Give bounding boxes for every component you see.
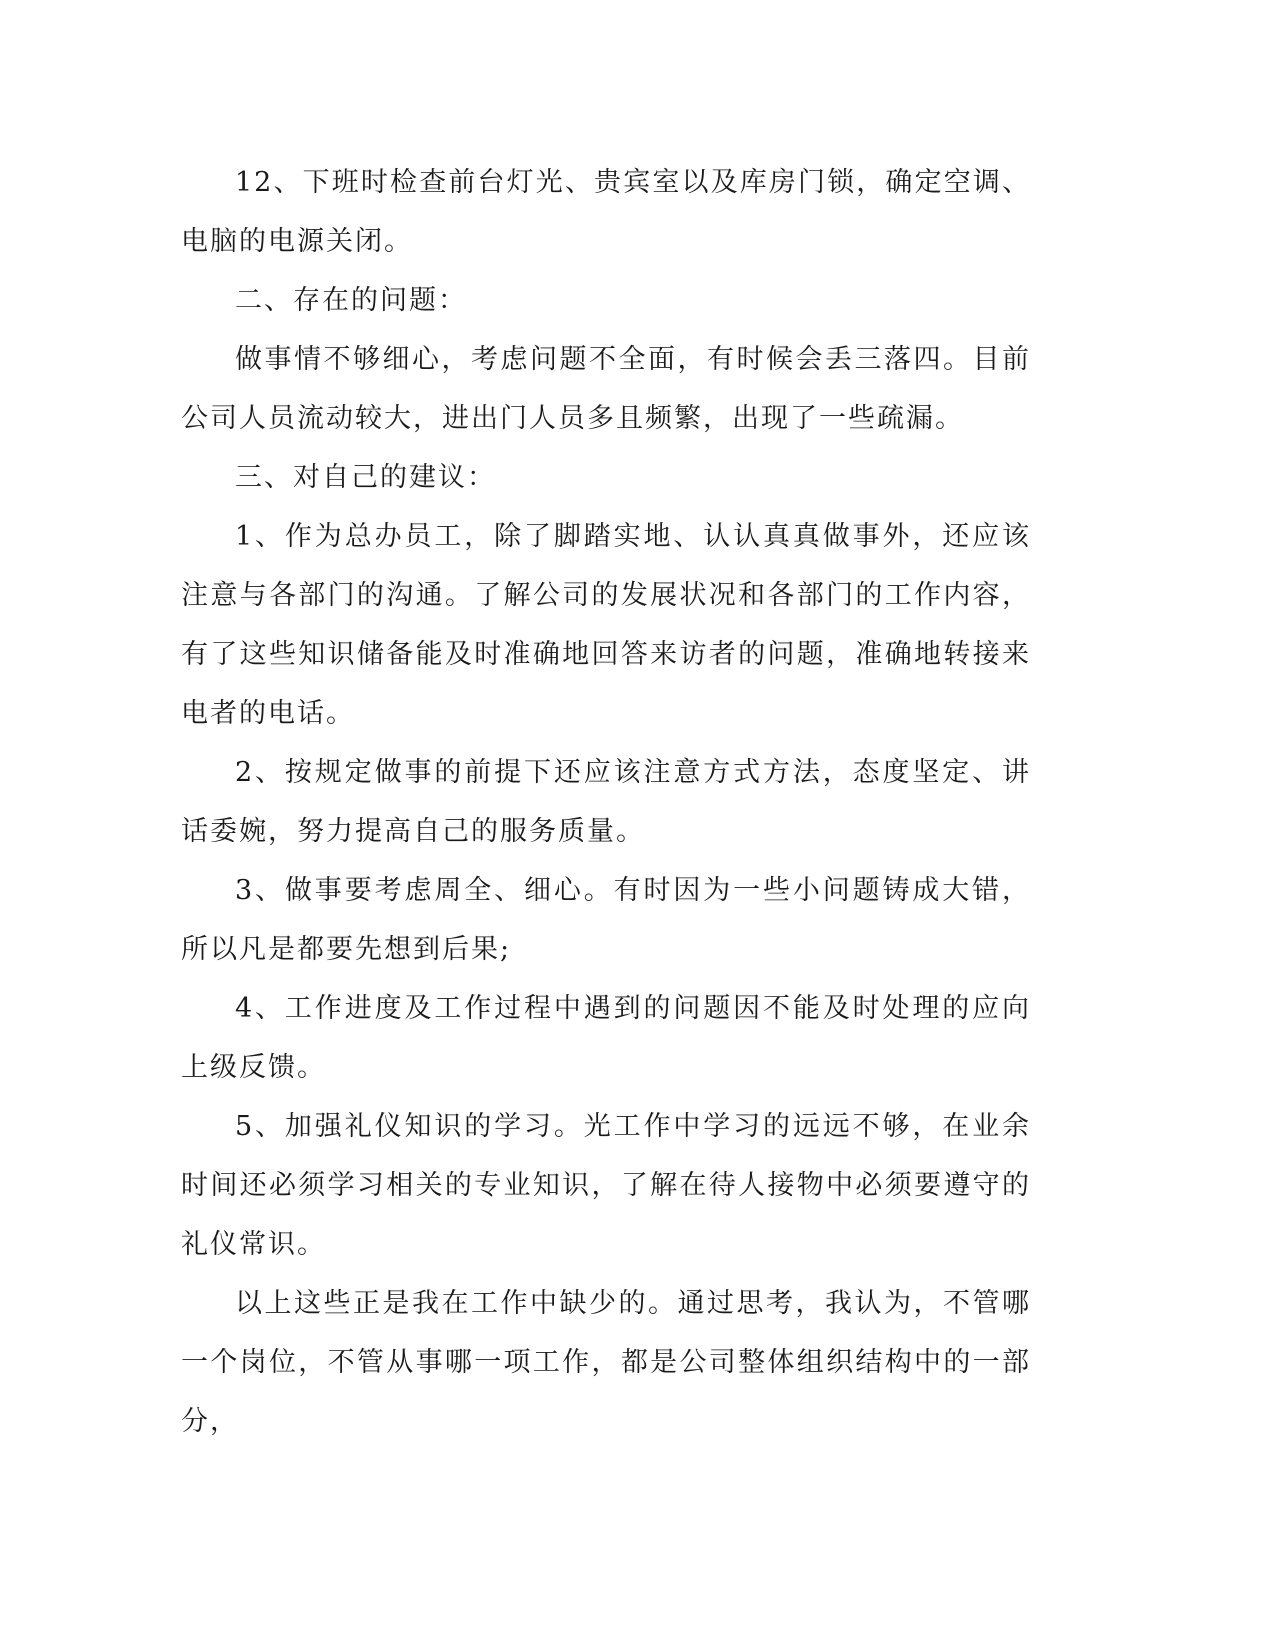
paragraph-conclusion: 以上这些正是我在工作中缺少的。通过思考，我认为，不管哪一个岗位，不管从事哪一项工作，都是公司整体组织结构中的一部分， [181, 1288, 1031, 1437]
section-heading-self-suggestions: 三、对自己的建议： [235, 462, 496, 493]
paragraph-suggestion-1: 1、作为总办员工，除了脚踏实地、认认真真做事外，还应该注意与各部门的沟通。了解公司的发展状况和各部门的工作内容，有了这些知识储备能及时准确地回答来访者的问题，准确地转接来电者的电话。 [181, 521, 1031, 729]
paragraph-suggestion-4: 4、工作进度及工作过程中遇到的问题因不能及时处理的应向上级反馈。 [181, 993, 1031, 1083]
section-heading-existing-problems: 二、存在的问题： [235, 285, 467, 316]
paragraph-suggestion-2: 2、按规定做事的前提下还应该注意方式方法，态度坚定、讲话委婉，努力提高自己的服务质量。 [181, 757, 1031, 847]
paragraph-problems-description: 做事情不够细心，考虑问题不全面，有时候会丢三落四。目前公司人员流动较大，进出门人员多且频繁，出现了一些疏漏。 [181, 344, 1031, 434]
paragraph-suggestion-3: 3、做事要考虑周全、细心。有时因为一些小问题铸成大错，所以凡是都要先想到后果; [181, 875, 1031, 965]
paragraph-closing-checklist-item-12: 12、下班时检查前台灯光、贵宾室以及库房门锁，确定空调、电脑的电源关闭。 [181, 167, 1031, 257]
document-body [181, 153, 1031, 1451]
paragraph-suggestion-5: 5、加强礼仪知识的学习。光工作中学习的远远不够，在业余时间还必须学习相关的专业知识，了解在待人接物中必须要遵守的礼仪常识。 [181, 1111, 1031, 1260]
